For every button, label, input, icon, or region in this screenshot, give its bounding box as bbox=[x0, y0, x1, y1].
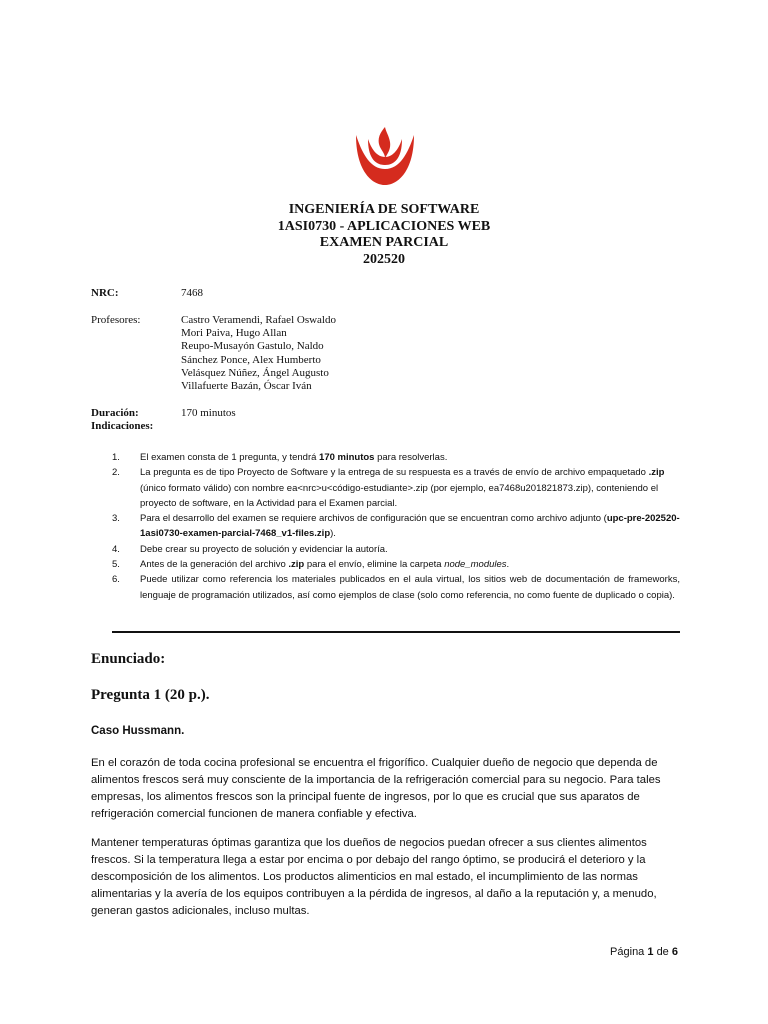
indicaciones-list bbox=[112, 450, 680, 603]
page-total: 6 bbox=[671, 946, 678, 958]
title-course: INGENIERÍA DE SOFTWARE bbox=[288, 202, 480, 217]
list-item: 3. Para el desarrollo del examen se requiere archivos de configuración que se encuentran como archivo adjunto (upc-pre-202520-1asi0730-examen-parcial-7468_v1-files.zip). bbox=[112, 513, 680, 540]
profesor-item: Mori Paiva, Hugo Allan bbox=[181, 327, 287, 340]
profesor-item: Velásquez Núñez, Ángel Augusto bbox=[181, 366, 329, 379]
paragraph: En el corazón de toda cocina profesional se encuentra el frigorífico. Cualquier dueño de negocio que dependa de alimentos frescos será muy consciente de la importancia de la refrigeración comercial para su negocio. Para tales empresas, los alimentos frescos son la principal fuente de ingresos, por lo que es crucial que sus aparatos de refrigeración comercial funcionen de manera confiable y efectiva. bbox=[91, 757, 661, 820]
list-item: 2. La pregunta es de tipo Proyecto de Software y la entrega de su respuesta es a través de envío de archivo empaquetado .zip (único formato válido) con nombre ea<nrc>u<código-estudiante>.zip (por ejemplo, ea7468u201821873.zip), conteniendo el proyecto de software, en la Actividad para el Examen parcial. bbox=[112, 467, 665, 509]
paragraph: Mantener temperaturas óptimas garantiza que los dueños de negocios puedan ofrecer a sus clientes alimentos frescos. Si la temperatura llega a estar por encima o por debajo del rango óptimo, se producirá el deterioro y la descomposición de los alimentos. Los productos alimenticios en mal estado, el incumplimiento de las normas alimentarias y la avería de los equipos contribuyen a la pérdida de ingresos, al daño a la reputación y, a menudo, generan gastos adicionales, incluso multas. bbox=[91, 837, 657, 917]
list-item: 6. Puede utilizar como referencia los materiales publicados en el aula virtual, los sitios web de documentación de frameworks, lenguaje de programación utilizados, así como ejemplos de clase (solo como referencia, no como fuente de duplicado o copia). bbox=[112, 574, 680, 601]
profesor-item: Castro Veramendi, Rafael Oswaldo bbox=[181, 314, 336, 326]
list-item: 4. Debe crear su proyecto de solución y evidenciar la autoría. bbox=[112, 542, 680, 557]
profesor-item: Reupo-Musayón Gastulo, Naldo bbox=[181, 340, 324, 353]
title-exam: EXAMEN PARCIAL bbox=[319, 235, 449, 250]
page-footer bbox=[610, 946, 678, 958]
list-item: 5. Antes de la generación del archivo .zip para el envío, elimine la carpeta node_modules. bbox=[112, 557, 680, 572]
page-of: de bbox=[656, 946, 669, 958]
enunciado-heading: Enunciado: bbox=[91, 651, 166, 667]
list-number: 4. bbox=[112, 543, 120, 555]
divider bbox=[112, 631, 680, 633]
upc-logo-icon bbox=[352, 125, 418, 187]
page-number: 1 bbox=[647, 946, 654, 958]
list-item: 1. El examen consta de 1 pregunta, y tendrá 170 minutos para resolverlas. bbox=[112, 450, 680, 465]
duracion-label: Duración: bbox=[91, 407, 139, 419]
indicaciones-label: Indicaciones: bbox=[91, 420, 154, 432]
list-number: 1. bbox=[112, 452, 120, 463]
caso-heading: Caso Hussmann. bbox=[91, 725, 185, 737]
profesor-item: Villafuerte Bazán, Óscar Iván bbox=[181, 380, 312, 392]
pregunta-heading: Pregunta 1 (20 p.). bbox=[91, 687, 210, 703]
list-number: 6. bbox=[112, 574, 120, 586]
title-code: 1ASI0730 - APLICACIONES WEB bbox=[277, 218, 491, 234]
profesores-label: Profesores: bbox=[91, 314, 141, 326]
title-period: 202520 bbox=[363, 251, 405, 267]
page-label: Página bbox=[610, 946, 645, 958]
list-number: 2. bbox=[112, 467, 120, 479]
list-number: 5. bbox=[112, 559, 120, 571]
exam-title bbox=[0, 202, 768, 268]
list-number: 3. bbox=[112, 513, 120, 525]
profesor-item: Sánchez Ponce, Alex Humberto bbox=[181, 353, 321, 366]
nrc-label: NRC: bbox=[91, 287, 119, 299]
duracion-value: 170 minutos bbox=[181, 407, 236, 419]
nrc-value: 7468 bbox=[181, 287, 203, 299]
